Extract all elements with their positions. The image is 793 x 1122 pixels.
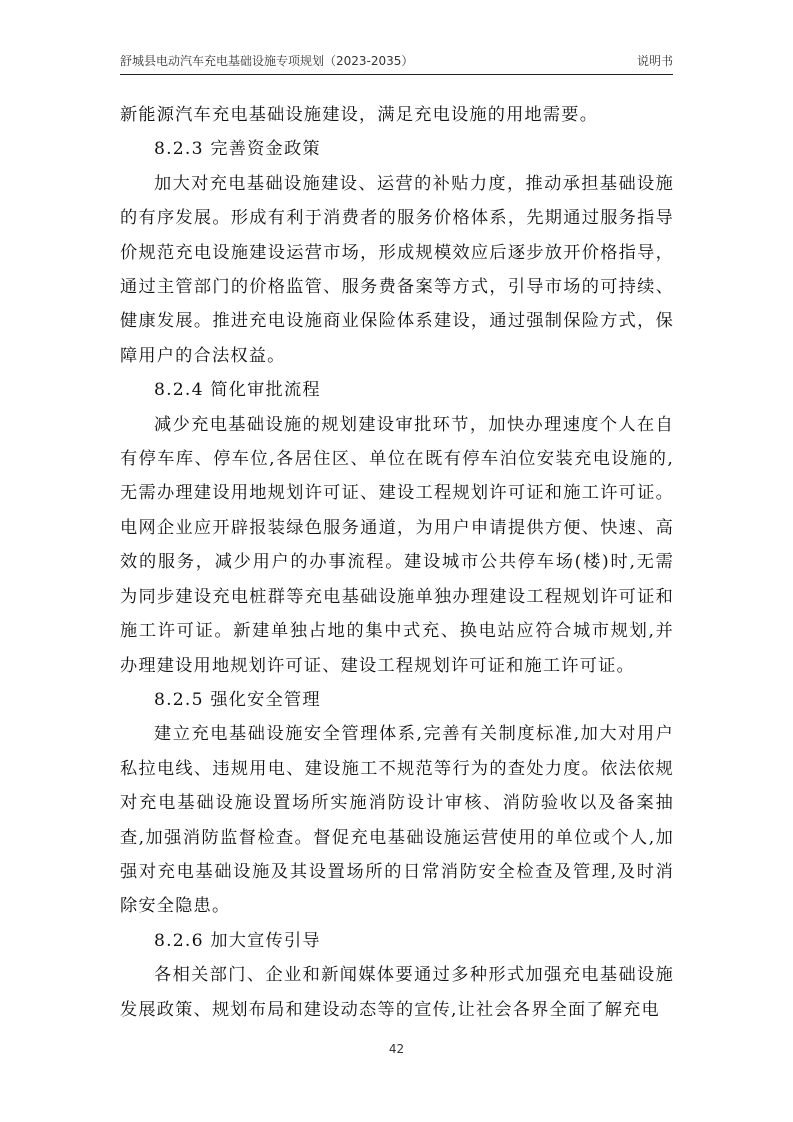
section-paragraph-8-2-6: 各相关部门、企业和新闻媒体要通过多种形式加强充电基础设施发展政策、规划布局和建设动态等的宣传,让社会各界全面了解充电	[120, 965, 674, 1020]
section-heading-8-2-5: 8.2.5 强化安全管理	[154, 689, 321, 710]
section-heading-8-2-3: 8.2.3 完善资金政策	[154, 139, 321, 160]
section-paragraph-8-2-3: 加大对充电基础设施建设、运营的补贴力度，推动承担基础设施的有序发展。形成有利于消费者的服务价格体系，先期通过服务指导价规范充电设施建设运营市场，形成规模效应后逐步放开价格指导，通过主管部门的价格监管、服务费备案等方式，引导市场的可持续、健康发展。推进充电设施商业保险体系建设，通过强制保险方式，保障用户的合法权益。	[120, 173, 674, 366]
section-paragraph-8-2-4: 减少充电基础设施的规划建设审批环节，加快办理速度个人在自有停车库、停车位,各居住区、单位在既有停车泊位安装充电设施的,无需办理建设用地规划许可证、建设工程规划许可证和施工许可证。电网企业应开辟报装绿色服务通道，为用户申请提供方便、快速、高效的服务，减少用户的办事流程。建设城市公共停车场(楼)时,无需为同步建设充电桩群等充电基础设施单独办理建设工程规划许可证和施工许可证。新建单独占地的集中式充、换电站应符合城市规划,并办理建设用地规划许可证、建设工程规划许可证和施工许可证。	[120, 414, 674, 676]
document-type-label: 说明书	[636, 54, 673, 68]
section-paragraph-8-2-5: 建立充电基础设施安全管理体系,完善有关制度标准,加大对用户私拉电线、违规用电、建设施工不规范等行为的查处力度。依法依规对充电基础设施设置场所实施消防设计审核、消防验收以及备案抽查,加强消防监督检查。督促充电基础设施运营使用的单位或个人,加强对充电基础设施及其设置场所的日常消防安全检查及管理,及时消除安全隐患。	[120, 724, 674, 917]
page-header	[120, 52, 673, 75]
section-heading-8-2-6: 8.2.6 加大宣传引导	[154, 930, 321, 951]
section-heading-8-2-4: 8.2.4 简化审批流程	[154, 380, 321, 401]
document-title: 舒城县电动汽车充电基础设施专项规划（2023-2035）	[120, 54, 414, 68]
continuation-paragraph: 新能源汽车充电基础设施建设，满足充电设施的用地需要。	[120, 105, 599, 125]
page-number: 42	[388, 1042, 405, 1056]
document-body	[120, 98, 674, 1027]
